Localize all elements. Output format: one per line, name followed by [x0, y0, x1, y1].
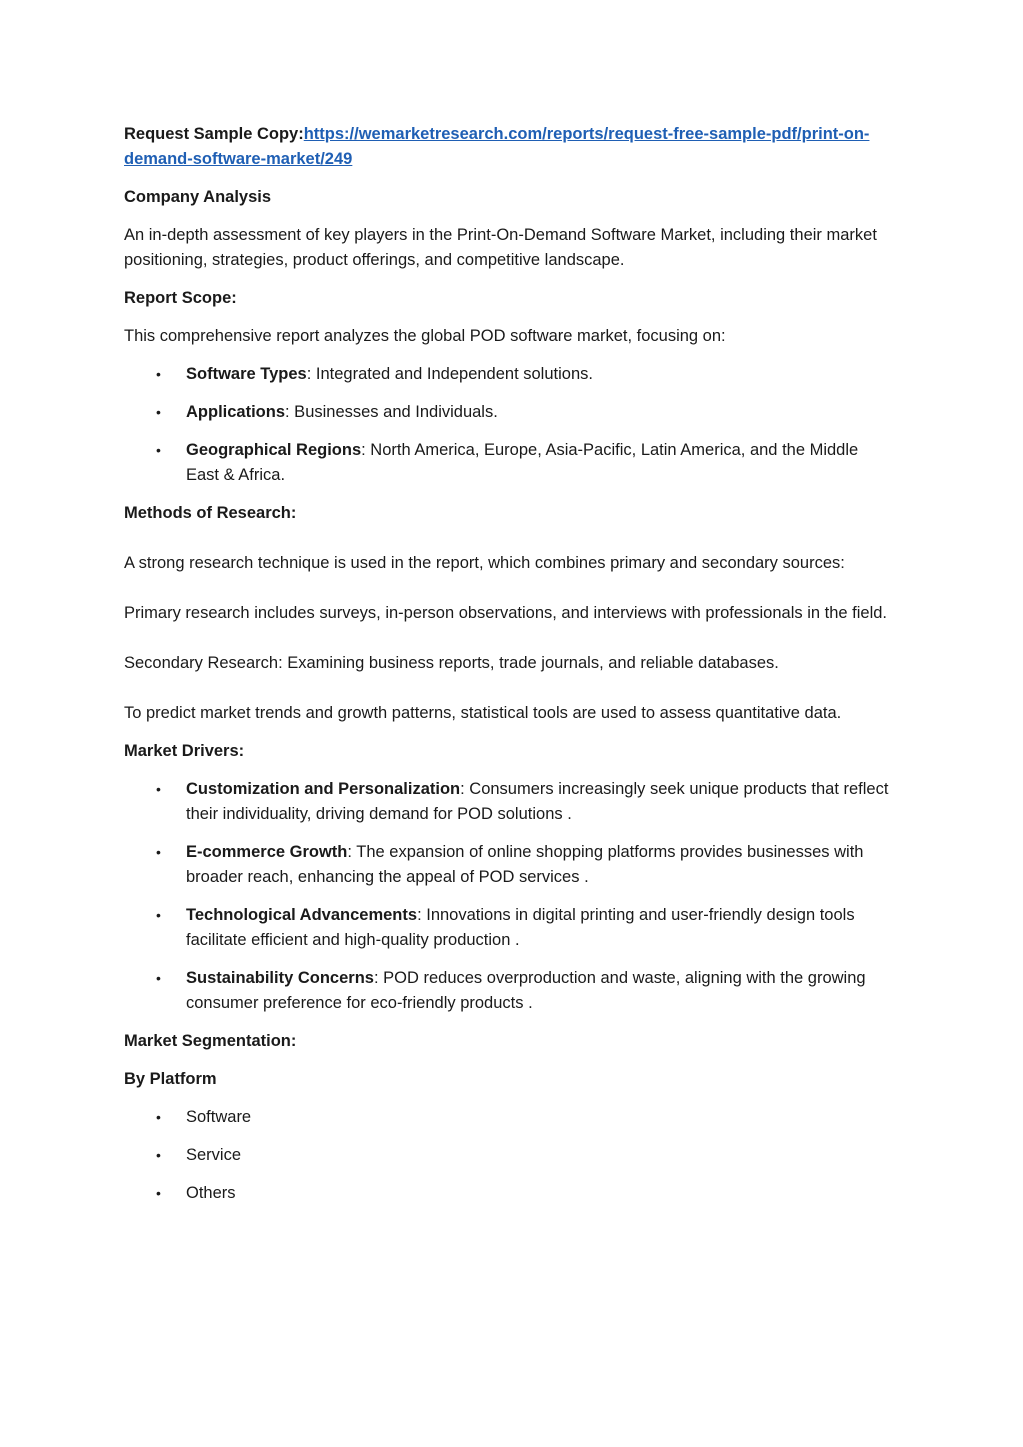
methods-paragraph: Primary research includes surveys, in-person observations, and interviews with professionals in the field. — [124, 604, 888, 622]
list-item-desc: : POD reduces overproduction and waste, aligning with the growing consumer preference for eco-friendly products . — [186, 969, 866, 1012]
list-item — [124, 840, 894, 890]
bullet-icon: • — [156, 366, 161, 382]
list-item-term: Technological Advancements — [186, 906, 418, 924]
list-item-term: Software Types — [186, 365, 307, 383]
list-item-desc: : North America, Europe, Asia-Pacific, Latin America, and the Middle East & Africa. — [186, 441, 859, 484]
bullet-icon: • — [156, 970, 161, 986]
list-item-desc: : Businesses and Individuals. — [285, 403, 498, 421]
list-item — [124, 438, 894, 488]
list-item — [124, 966, 894, 1016]
segmentation-subheading: By Platform — [124, 1070, 217, 1088]
bullet-icon: • — [156, 1109, 161, 1125]
segmentation-list — [124, 1105, 894, 1206]
list-item — [124, 903, 894, 953]
list-item — [124, 362, 894, 387]
request-sample-line — [124, 122, 894, 172]
list-item-desc: : Integrated and Independent solutions. — [306, 365, 593, 383]
bullet-icon: • — [156, 404, 161, 420]
methods-paragraph: To predict market trends and growth patterns, statistical tools are used to assess quantitative data. — [124, 704, 842, 722]
bullet-icon: • — [156, 1185, 161, 1201]
list-item — [124, 1143, 894, 1168]
list-item — [124, 1181, 894, 1206]
report-scope-heading: Report Scope: — [124, 289, 237, 307]
list-item — [124, 777, 894, 827]
company-analysis-text: An in-depth assessment of key players in the Print-On-Demand Software Market, including their market positioning, strategies, product offerings, and competitive landscape. — [124, 226, 877, 269]
list-item-term: Applications — [186, 403, 286, 421]
list-item — [124, 1105, 894, 1130]
list-item-term: Customization and Personalization — [186, 780, 461, 798]
methods-paragraph: A strong research technique is used in the report, which combines primary and secondary sources: — [124, 554, 845, 572]
report-scope-intro: This comprehensive report analyzes the global POD software market, focusing on: — [124, 327, 726, 345]
drivers-list — [124, 777, 894, 1016]
request-sample-link[interactable]: https://wemarketresearch.com/reports/request-free-sample-pdf/print-on-demand-software-market/249 — [124, 125, 870, 168]
list-item-term: Sustainability Concerns — [186, 969, 374, 987]
list-item-label: Service — [186, 1146, 242, 1164]
list-item-desc: : Innovations in digital printing and user-friendly design tools facilitate efficient and high-quality production . — [186, 906, 855, 949]
request-sample-label: Request Sample Copy: — [124, 125, 304, 143]
list-item-term: E-commerce Growth — [186, 843, 348, 861]
drivers-heading: Market Drivers: — [124, 742, 245, 760]
bullet-icon: • — [156, 907, 161, 923]
list-item-desc: : Consumers increasingly seek unique products that reflect their individuality, driving demand for POD solutions . — [186, 780, 889, 823]
document-page — [124, 122, 894, 1219]
report-scope-list — [124, 362, 894, 488]
bullet-icon: • — [156, 781, 161, 797]
company-analysis-heading: Company Analysis — [124, 188, 272, 206]
list-item-term: Geographical Regions — [186, 441, 362, 459]
methods-paragraph: Secondary Research: Examining business reports, trade journals, and reliable databases. — [124, 654, 779, 672]
bullet-icon: • — [156, 1147, 161, 1163]
bullet-icon: • — [156, 442, 161, 458]
list-item-label: Software — [186, 1108, 252, 1126]
methods-heading: Methods of Research: — [124, 504, 297, 522]
segmentation-heading: Market Segmentation: — [124, 1032, 297, 1050]
list-item-desc: : The expansion of online shopping platforms provides businesses with broader reach, enhancing the appeal of POD services . — [186, 843, 864, 886]
bullet-icon: • — [156, 844, 161, 860]
list-item-label: Others — [186, 1184, 236, 1202]
list-item — [124, 400, 894, 425]
